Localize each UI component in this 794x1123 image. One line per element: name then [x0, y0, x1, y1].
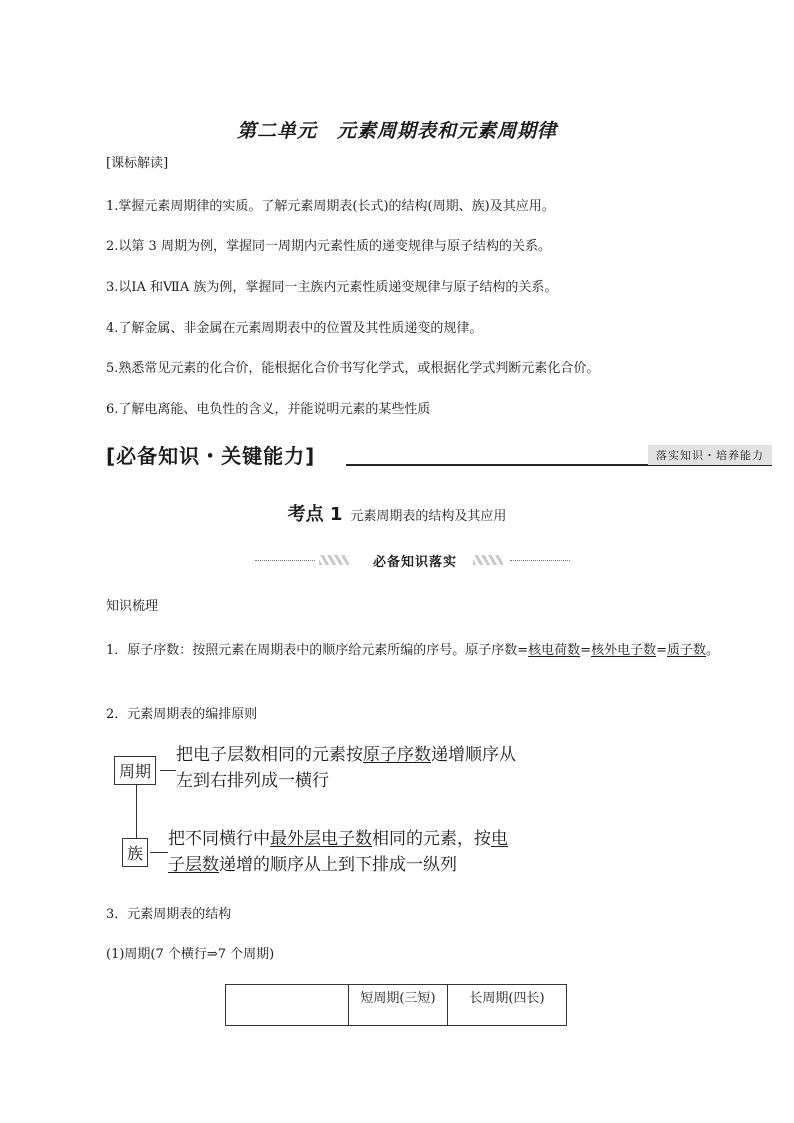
family-shell-count: 子层数 — [168, 855, 219, 875]
banner-right-stripes — [473, 555, 503, 565]
objective-3: 3.以ⅠA 和ⅦA 族为例，掌握同一主族内元素性质递变规律与原子结构的关系。 — [106, 280, 558, 295]
objective-2: 2.以第 3 周期为例，掌握同一周期内元素性质的递变规律与原子结构的关系。 — [106, 239, 551, 254]
item1-eq1: = — [580, 643, 592, 658]
period-dash — [160, 770, 176, 771]
item1-prefix: 1．原子序数：按照元素在周期表中的顺序给元素所编的序号。原子序数= — [106, 643, 529, 658]
objective-6: 6.了解电离能、电负性的含义，并能说明元素的某些性质 — [106, 402, 431, 417]
period-box: 周期 — [114, 756, 156, 785]
family-dash — [150, 852, 168, 853]
kaodian-text: 元素周期表的结构及其应用 — [350, 509, 507, 524]
family-box: 族 — [122, 838, 148, 867]
kaodian-label: 考点 1 — [287, 504, 343, 525]
banner-divider — [255, 551, 575, 569]
table-header-short: 短周期(三短) — [349, 985, 448, 1026]
kaodian-heading — [0, 500, 794, 526]
course-standard-label: [课标解读] — [106, 156, 169, 171]
section-bar — [106, 440, 772, 468]
table-header-empty — [226, 985, 349, 1026]
item1-eq2: = — [656, 643, 668, 658]
table-row — [226, 985, 567, 1026]
banner-text: 必备知识落实 — [372, 555, 457, 570]
banner-left-stripes — [319, 555, 349, 565]
period-atomic-number: 原子序数 — [363, 745, 431, 765]
sub1-heading: (1)周期(7 个横行⇒7 个周期) — [106, 947, 275, 962]
table-header-long: 长周期(四长) — [448, 985, 567, 1026]
objective-4: 4.了解金属、非金属在元素周期表中的位置及其性质递变的规律。 — [106, 321, 483, 336]
diagram-connector — [136, 780, 137, 844]
knowledge-heading: 知识梳理 — [106, 599, 159, 614]
family-desc-line1: 把不同横行中最外层电子数相同的元素，按电 — [168, 829, 508, 849]
section-title: [必备知识・关键能力] — [106, 444, 316, 468]
banner-right-line — [510, 560, 570, 561]
item2-heading: 2．元素周期表的编排原则 — [106, 707, 258, 722]
item1-nuclear-charge: 核电荷数 — [528, 643, 581, 658]
period-desc-line2: 左到右排列成一横行 — [176, 771, 329, 791]
item3-heading: 3．元素周期表的结构 — [106, 907, 232, 922]
family-desc-line2: 子层数递增的顺序从上到下排成一纵列 — [168, 855, 457, 875]
arrangement-diagram — [114, 740, 574, 880]
period-table — [225, 984, 567, 1026]
objective-5: 5.熟悉常见元素的化合价，能根据化合价书写化学式，或根据化学式判断元素化合价。 — [106, 361, 600, 376]
item1-end: 。 — [706, 643, 720, 658]
period-desc-line1: 把电子层数相同的元素按原子序数递增顺序从 — [176, 745, 516, 765]
section-tag: 落实知识・培养能力 — [648, 445, 772, 465]
item1-electron-count: 核外电子数 — [591, 643, 657, 658]
item1-proton-count: 质子数 — [667, 643, 707, 658]
family-outer-electrons: 最外层电子数 — [270, 829, 372, 849]
objective-1: 1.掌握元素周期律的实质。了解元素周期表(长式)的结构(周期、族)及其应用。 — [106, 199, 555, 214]
page-title: 第二单元 元素周期表和元素周期律 — [236, 120, 557, 142]
item-atomic-number — [76, 637, 726, 665]
banner-left-line — [255, 560, 315, 561]
